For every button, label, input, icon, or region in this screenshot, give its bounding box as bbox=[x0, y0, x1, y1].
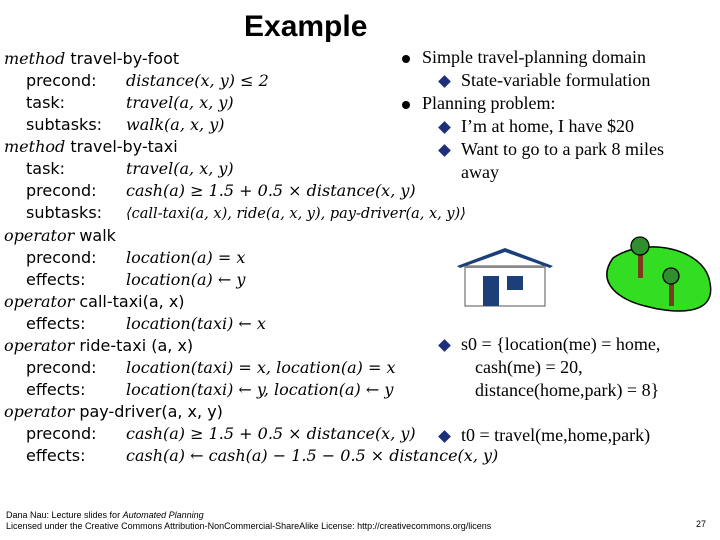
code-line: subtasks: walk(a, x, y) bbox=[26, 115, 225, 134]
code-line: precond: distance(x, y) ≤ 2 bbox=[26, 71, 269, 90]
code-line: task: travel(a, x, y) bbox=[26, 159, 234, 178]
code-line: effects: location(taxi) ← x bbox=[26, 314, 266, 333]
sub-bullet-continuation: away bbox=[461, 162, 499, 182]
diamond-bullet-icon bbox=[438, 145, 451, 158]
park-icon bbox=[607, 237, 711, 311]
sub-bullet-item: Want to go to a park 8 miles bbox=[402, 138, 664, 161]
bullet-dot-icon bbox=[402, 55, 410, 63]
diamond-bullet-icon bbox=[438, 122, 451, 135]
code-line: precond: location(a) = x bbox=[26, 248, 246, 267]
footer-credit: Dana Nau: Lecture slides for Automated Planning bbox=[6, 510, 204, 520]
code-line: task: travel(a, x, y) bbox=[26, 93, 234, 112]
code-line: precond: cash(a) ≥ 1.5 + 0.5 × distance(x, y) bbox=[26, 424, 416, 443]
state-line: distance(home,park) = 8} bbox=[475, 380, 660, 400]
code-line: effects: location(taxi) ← y, location(a) ← y bbox=[26, 380, 394, 399]
problem-bullets bbox=[402, 46, 664, 184]
bullet-item: Simple travel-planning domain bbox=[402, 46, 664, 69]
initial-state bbox=[440, 333, 660, 402]
operator-header: operator walk bbox=[4, 226, 116, 245]
state-line: cash(me) = 20, bbox=[475, 357, 583, 377]
code-line: effects: location(a) ← y bbox=[26, 270, 246, 289]
code-line: precond: location(taxi) = x, location(a) = x bbox=[26, 358, 396, 377]
page-number: 27 bbox=[696, 519, 707, 529]
house-icon bbox=[457, 248, 553, 306]
method-header: method travel-by-foot bbox=[4, 49, 180, 68]
footer bbox=[6, 510, 491, 532]
bullet-dot-icon bbox=[402, 101, 410, 109]
task-line: t0 = travel(me,home,park) bbox=[440, 424, 650, 447]
diamond-bullet-icon bbox=[438, 76, 451, 89]
diamond-bullet-icon bbox=[438, 340, 451, 353]
code-line: precond: cash(a) ≥ 1.5 + 0.5 × distance(x, y) bbox=[26, 181, 416, 200]
operator-header: operator ride-taxi (a, x) bbox=[4, 336, 194, 355]
method-header: method travel-by-taxi bbox=[4, 137, 178, 156]
sub-bullet-item: State-variable formulation bbox=[402, 69, 664, 92]
home-park-illustration bbox=[455, 228, 720, 338]
footer-license: Licensed under the Creative Commons Attribution-NonCommercial-ShareAlike License: http://creativecommons.org/licens bbox=[6, 521, 492, 531]
code-line: effects: cash(a) ← cash(a) − 1.5 − 0.5 × distance(x, y) bbox=[26, 446, 499, 465]
bullet-item: Planning problem: bbox=[402, 92, 664, 115]
operator-header: operator pay-driver(a, x, y) bbox=[4, 402, 223, 421]
initial-task bbox=[440, 424, 650, 447]
operator-header: operator call-taxi(a, x) bbox=[4, 292, 185, 311]
diamond-bullet-icon bbox=[438, 431, 451, 444]
sub-bullet-item: I’m at home, I have $20 bbox=[402, 115, 664, 138]
state-line: s0 = {location(me) = home, bbox=[440, 333, 660, 356]
code-line: subtasks: ⟨call-taxi(a, x), ride(a, x, y), pay-driver(a, x, y)⟩ bbox=[26, 203, 466, 222]
slide-title: Example bbox=[244, 10, 368, 43]
